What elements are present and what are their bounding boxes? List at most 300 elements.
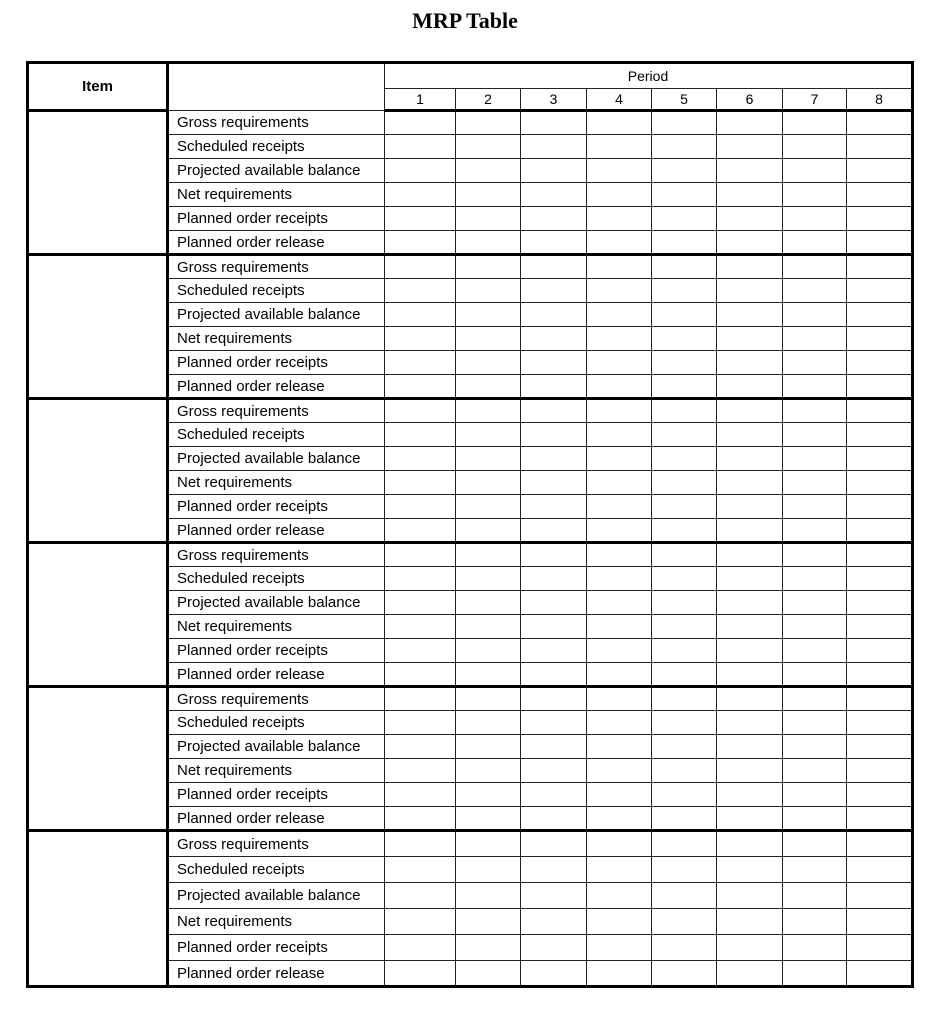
period-cell[interactable] bbox=[847, 935, 913, 961]
period-cell[interactable] bbox=[521, 783, 587, 807]
period-cell[interactable] bbox=[587, 759, 652, 783]
period-cell[interactable] bbox=[521, 183, 587, 207]
period-cell[interactable] bbox=[385, 495, 456, 519]
period-cell[interactable] bbox=[717, 327, 783, 351]
period-cell[interactable] bbox=[456, 399, 521, 423]
period-cell[interactable] bbox=[385, 423, 456, 447]
period-cell[interactable] bbox=[587, 591, 652, 615]
period-cell[interactable] bbox=[652, 303, 717, 327]
period-cell[interactable] bbox=[587, 735, 652, 759]
period-cell[interactable] bbox=[587, 495, 652, 519]
period-cell[interactable] bbox=[521, 255, 587, 279]
period-cell[interactable] bbox=[717, 567, 783, 591]
period-cell[interactable] bbox=[456, 883, 521, 909]
period-cell[interactable] bbox=[652, 519, 717, 543]
period-cell[interactable] bbox=[717, 399, 783, 423]
period-cell[interactable] bbox=[652, 759, 717, 783]
period-cell[interactable] bbox=[783, 423, 847, 447]
period-cell[interactable] bbox=[783, 111, 847, 135]
period-cell[interactable] bbox=[385, 207, 456, 231]
period-cell[interactable] bbox=[456, 135, 521, 159]
period-cell[interactable] bbox=[521, 447, 587, 471]
period-cell[interactable] bbox=[587, 399, 652, 423]
period-cell[interactable] bbox=[783, 471, 847, 495]
period-cell[interactable] bbox=[521, 567, 587, 591]
period-cell[interactable] bbox=[783, 711, 847, 735]
period-cell[interactable] bbox=[717, 447, 783, 471]
period-cell[interactable] bbox=[783, 735, 847, 759]
period-cell[interactable] bbox=[717, 231, 783, 255]
period-cell[interactable] bbox=[456, 567, 521, 591]
period-cell[interactable] bbox=[456, 471, 521, 495]
period-cell[interactable] bbox=[847, 519, 913, 543]
period-cell[interactable] bbox=[587, 883, 652, 909]
period-cell[interactable] bbox=[385, 783, 456, 807]
period-cell[interactable] bbox=[717, 759, 783, 783]
period-cell[interactable] bbox=[521, 519, 587, 543]
period-cell[interactable] bbox=[652, 423, 717, 447]
period-cell[interactable] bbox=[717, 615, 783, 639]
period-cell[interactable] bbox=[385, 567, 456, 591]
period-cell[interactable] bbox=[652, 375, 717, 399]
period-cell[interactable] bbox=[652, 207, 717, 231]
period-cell[interactable] bbox=[456, 207, 521, 231]
period-cell[interactable] bbox=[587, 447, 652, 471]
period-cell[interactable] bbox=[652, 159, 717, 183]
period-cell[interactable] bbox=[652, 857, 717, 883]
period-cell[interactable] bbox=[521, 351, 587, 375]
period-cell[interactable] bbox=[385, 909, 456, 935]
period-cell[interactable] bbox=[521, 231, 587, 255]
period-cell[interactable] bbox=[521, 327, 587, 351]
period-cell[interactable] bbox=[587, 159, 652, 183]
period-cell[interactable] bbox=[587, 961, 652, 987]
period-cell[interactable] bbox=[783, 135, 847, 159]
period-cell[interactable] bbox=[783, 207, 847, 231]
period-cell[interactable] bbox=[652, 255, 717, 279]
period-cell[interactable] bbox=[652, 935, 717, 961]
period-cell[interactable] bbox=[717, 543, 783, 567]
period-cell[interactable] bbox=[783, 935, 847, 961]
period-cell[interactable] bbox=[717, 471, 783, 495]
period-cell[interactable] bbox=[456, 447, 521, 471]
period-cell[interactable] bbox=[456, 909, 521, 935]
period-cell[interactable] bbox=[783, 255, 847, 279]
period-cell[interactable] bbox=[587, 207, 652, 231]
period-cell[interactable] bbox=[652, 567, 717, 591]
period-cell[interactable] bbox=[587, 135, 652, 159]
period-cell[interactable] bbox=[652, 735, 717, 759]
period-cell[interactable] bbox=[783, 639, 847, 663]
period-cell[interactable] bbox=[717, 663, 783, 687]
period-cell[interactable] bbox=[652, 471, 717, 495]
period-cell[interactable] bbox=[652, 351, 717, 375]
item-header: Item bbox=[28, 63, 168, 111]
period-cell[interactable] bbox=[783, 303, 847, 327]
period-cell[interactable] bbox=[847, 447, 913, 471]
item-cell[interactable] bbox=[28, 111, 168, 255]
period-cell[interactable] bbox=[652, 783, 717, 807]
period-cell[interactable] bbox=[652, 447, 717, 471]
period-cell[interactable] bbox=[521, 471, 587, 495]
period-cell[interactable] bbox=[783, 783, 847, 807]
period-cell[interactable] bbox=[652, 615, 717, 639]
period-cell[interactable] bbox=[847, 351, 913, 375]
period-cell[interactable] bbox=[456, 687, 521, 711]
period-cell[interactable] bbox=[847, 303, 913, 327]
period-cell[interactable] bbox=[521, 857, 587, 883]
period-cell[interactable] bbox=[521, 735, 587, 759]
period-cell[interactable] bbox=[456, 639, 521, 663]
period-cell[interactable] bbox=[847, 857, 913, 883]
period-cell[interactable] bbox=[587, 831, 652, 857]
period-cell[interactable] bbox=[521, 961, 587, 987]
row-label: Scheduled receipts bbox=[168, 567, 385, 591]
period-cell[interactable] bbox=[783, 591, 847, 615]
period-cell[interactable] bbox=[385, 935, 456, 961]
period-cell[interactable] bbox=[385, 591, 456, 615]
period-cell[interactable] bbox=[783, 351, 847, 375]
period-cell[interactable] bbox=[521, 639, 587, 663]
period-cell[interactable] bbox=[587, 857, 652, 883]
period-cell[interactable] bbox=[847, 909, 913, 935]
period-cell[interactable] bbox=[521, 687, 587, 711]
period-cell[interactable] bbox=[717, 111, 783, 135]
period-cell[interactable] bbox=[717, 961, 783, 987]
period-cell[interactable] bbox=[847, 135, 913, 159]
period-cell[interactable] bbox=[783, 375, 847, 399]
period-cell[interactable] bbox=[521, 663, 587, 687]
period-cell[interactable] bbox=[587, 909, 652, 935]
period-cell[interactable] bbox=[847, 759, 913, 783]
period-cell[interactable] bbox=[521, 423, 587, 447]
period-cell[interactable] bbox=[717, 495, 783, 519]
period-cell[interactable] bbox=[783, 807, 847, 831]
period-cell[interactable] bbox=[847, 111, 913, 135]
period-cell[interactable] bbox=[456, 231, 521, 255]
period-cell[interactable] bbox=[652, 883, 717, 909]
period-cell[interactable] bbox=[717, 831, 783, 857]
period-cell[interactable] bbox=[783, 857, 847, 883]
period-cell[interactable] bbox=[783, 495, 847, 519]
item-cell[interactable] bbox=[28, 399, 168, 543]
period-cell[interactable] bbox=[456, 759, 521, 783]
period-cell[interactable] bbox=[385, 327, 456, 351]
period-cell[interactable] bbox=[783, 399, 847, 423]
period-cell[interactable] bbox=[587, 231, 652, 255]
period-cell[interactable] bbox=[783, 909, 847, 935]
period-cell[interactable] bbox=[847, 639, 913, 663]
period-cell[interactable] bbox=[847, 543, 913, 567]
period-cell[interactable] bbox=[385, 375, 456, 399]
period-cell[interactable] bbox=[717, 135, 783, 159]
item-cell[interactable] bbox=[28, 543, 168, 687]
period-cell[interactable] bbox=[587, 303, 652, 327]
period-cell[interactable] bbox=[652, 183, 717, 207]
period-cell[interactable] bbox=[385, 183, 456, 207]
period-cell[interactable] bbox=[521, 279, 587, 303]
period-cell[interactable] bbox=[521, 207, 587, 231]
period-cell[interactable] bbox=[456, 159, 521, 183]
period-cell[interactable] bbox=[717, 279, 783, 303]
period-cell[interactable] bbox=[783, 687, 847, 711]
period-cell[interactable] bbox=[385, 543, 456, 567]
period-number: 3 bbox=[521, 89, 587, 111]
period-cell[interactable] bbox=[456, 831, 521, 857]
period-cell[interactable] bbox=[783, 961, 847, 987]
period-cell[interactable] bbox=[847, 471, 913, 495]
period-cell[interactable] bbox=[717, 159, 783, 183]
period-cell[interactable] bbox=[385, 303, 456, 327]
period-cell[interactable] bbox=[783, 883, 847, 909]
period-cell[interactable] bbox=[385, 351, 456, 375]
period-cell[interactable] bbox=[385, 111, 456, 135]
period-cell[interactable] bbox=[587, 351, 652, 375]
item-cell[interactable] bbox=[28, 831, 168, 987]
period-cell[interactable] bbox=[385, 135, 456, 159]
period-cell[interactable] bbox=[587, 663, 652, 687]
period-cell[interactable] bbox=[385, 399, 456, 423]
period-cell[interactable] bbox=[783, 519, 847, 543]
period-cell[interactable] bbox=[652, 663, 717, 687]
period-cell[interactable] bbox=[717, 423, 783, 447]
period-cell[interactable] bbox=[521, 615, 587, 639]
period-cell[interactable] bbox=[521, 883, 587, 909]
period-cell[interactable] bbox=[521, 303, 587, 327]
period-cell[interactable] bbox=[385, 639, 456, 663]
period-cell[interactable] bbox=[717, 591, 783, 615]
period-cell[interactable] bbox=[521, 543, 587, 567]
period-cell[interactable] bbox=[717, 909, 783, 935]
period-cell[interactable] bbox=[587, 183, 652, 207]
period-cell[interactable] bbox=[847, 783, 913, 807]
period-cell[interactable] bbox=[652, 687, 717, 711]
period-cell[interactable] bbox=[717, 183, 783, 207]
period-cell[interactable] bbox=[456, 111, 521, 135]
period-cell[interactable] bbox=[652, 909, 717, 935]
period-cell[interactable] bbox=[717, 935, 783, 961]
period-cell[interactable] bbox=[652, 327, 717, 351]
period-cell[interactable] bbox=[783, 279, 847, 303]
table-row bbox=[28, 399, 913, 423]
item-cell[interactable] bbox=[28, 687, 168, 831]
period-cell[interactable] bbox=[652, 111, 717, 135]
period-cell[interactable] bbox=[521, 831, 587, 857]
period-cell[interactable] bbox=[717, 883, 783, 909]
period-cell[interactable] bbox=[847, 615, 913, 639]
period-cell[interactable] bbox=[587, 327, 652, 351]
period-cell[interactable] bbox=[456, 935, 521, 961]
period-cell[interactable] bbox=[847, 591, 913, 615]
period-cell[interactable] bbox=[783, 759, 847, 783]
period-cell[interactable] bbox=[385, 759, 456, 783]
period-cell[interactable] bbox=[847, 807, 913, 831]
period-cell[interactable] bbox=[456, 375, 521, 399]
period-cell[interactable] bbox=[385, 615, 456, 639]
period-cell[interactable] bbox=[652, 831, 717, 857]
period-cell[interactable] bbox=[456, 327, 521, 351]
period-cell[interactable] bbox=[717, 375, 783, 399]
period-cell[interactable] bbox=[521, 711, 587, 735]
period-cell[interactable] bbox=[783, 663, 847, 687]
period-cell[interactable] bbox=[456, 591, 521, 615]
period-cell[interactable] bbox=[652, 711, 717, 735]
period-cell[interactable] bbox=[587, 519, 652, 543]
period-cell[interactable] bbox=[847, 711, 913, 735]
period-cell[interactable] bbox=[456, 857, 521, 883]
period-cell[interactable] bbox=[847, 375, 913, 399]
period-cell[interactable] bbox=[385, 711, 456, 735]
period-cell[interactable] bbox=[847, 423, 913, 447]
period-cell[interactable] bbox=[385, 519, 456, 543]
period-cell[interactable] bbox=[847, 567, 913, 591]
period-cell[interactable] bbox=[847, 327, 913, 351]
period-cell[interactable] bbox=[456, 519, 521, 543]
period-cell[interactable] bbox=[456, 423, 521, 447]
period-cell[interactable] bbox=[652, 399, 717, 423]
period-cell[interactable] bbox=[456, 279, 521, 303]
period-cell[interactable] bbox=[652, 135, 717, 159]
period-cell[interactable] bbox=[783, 831, 847, 857]
period-cell[interactable] bbox=[521, 759, 587, 783]
period-cell[interactable] bbox=[456, 711, 521, 735]
period-cell[interactable] bbox=[521, 495, 587, 519]
period-cell[interactable] bbox=[521, 375, 587, 399]
period-cell[interactable] bbox=[652, 807, 717, 831]
period-cell[interactable] bbox=[717, 303, 783, 327]
period-cell[interactable] bbox=[587, 783, 652, 807]
period-cell[interactable] bbox=[652, 231, 717, 255]
period-cell[interactable] bbox=[456, 961, 521, 987]
period-cell[interactable] bbox=[847, 883, 913, 909]
period-cell[interactable] bbox=[587, 687, 652, 711]
period-cell[interactable] bbox=[385, 471, 456, 495]
period-cell[interactable] bbox=[456, 663, 521, 687]
period-cell[interactable] bbox=[847, 255, 913, 279]
period-cell[interactable] bbox=[456, 303, 521, 327]
period-cell[interactable] bbox=[521, 111, 587, 135]
period-cell[interactable] bbox=[717, 255, 783, 279]
period-cell[interactable] bbox=[783, 231, 847, 255]
period-cell[interactable] bbox=[456, 495, 521, 519]
period-cell[interactable] bbox=[847, 735, 913, 759]
period-cell[interactable] bbox=[385, 735, 456, 759]
period-cell[interactable] bbox=[717, 783, 783, 807]
period-cell[interactable] bbox=[847, 183, 913, 207]
period-cell[interactable] bbox=[521, 909, 587, 935]
period-cell[interactable] bbox=[385, 279, 456, 303]
period-cell[interactable] bbox=[385, 663, 456, 687]
period-cell[interactable] bbox=[783, 615, 847, 639]
period-cell[interactable] bbox=[456, 183, 521, 207]
period-cell[interactable] bbox=[652, 279, 717, 303]
period-cell[interactable] bbox=[587, 807, 652, 831]
period-cell[interactable] bbox=[847, 159, 913, 183]
period-cell[interactable] bbox=[456, 807, 521, 831]
period-cell[interactable] bbox=[456, 735, 521, 759]
period-cell[interactable] bbox=[385, 447, 456, 471]
period-cell[interactable] bbox=[847, 207, 913, 231]
period-cell[interactable] bbox=[847, 279, 913, 303]
period-cell[interactable] bbox=[385, 159, 456, 183]
period-cell[interactable] bbox=[652, 495, 717, 519]
period-cell[interactable] bbox=[783, 327, 847, 351]
period-cell[interactable] bbox=[587, 567, 652, 591]
period-cell[interactable] bbox=[456, 255, 521, 279]
period-cell[interactable] bbox=[783, 543, 847, 567]
period-cell[interactable] bbox=[385, 857, 456, 883]
period-cell[interactable] bbox=[456, 351, 521, 375]
period-cell[interactable] bbox=[847, 663, 913, 687]
period-cell[interactable] bbox=[385, 961, 456, 987]
period-cell[interactable] bbox=[587, 935, 652, 961]
period-cell[interactable] bbox=[652, 639, 717, 663]
period-cell[interactable] bbox=[521, 399, 587, 423]
mrp-body bbox=[28, 111, 913, 987]
period-cell[interactable] bbox=[847, 495, 913, 519]
period-cell[interactable] bbox=[385, 687, 456, 711]
period-cell[interactable] bbox=[717, 519, 783, 543]
period-cell[interactable] bbox=[587, 279, 652, 303]
period-cell[interactable] bbox=[521, 135, 587, 159]
period-cell[interactable] bbox=[652, 591, 717, 615]
row-label: Planned order receipts bbox=[168, 351, 385, 375]
period-cell[interactable] bbox=[385, 883, 456, 909]
period-cell[interactable] bbox=[385, 831, 456, 857]
period-cell[interactable] bbox=[587, 111, 652, 135]
period-cell[interactable] bbox=[717, 857, 783, 883]
period-cell[interactable] bbox=[456, 543, 521, 567]
period-cell[interactable] bbox=[385, 231, 456, 255]
period-cell[interactable] bbox=[587, 543, 652, 567]
period-cell[interactable] bbox=[652, 543, 717, 567]
period-cell[interactable] bbox=[783, 159, 847, 183]
period-cell[interactable] bbox=[385, 807, 456, 831]
period-cell[interactable] bbox=[783, 183, 847, 207]
period-cell[interactable] bbox=[717, 207, 783, 231]
period-cell[interactable] bbox=[521, 935, 587, 961]
period-cell[interactable] bbox=[717, 711, 783, 735]
period-cell[interactable] bbox=[847, 231, 913, 255]
period-cell[interactable] bbox=[385, 255, 456, 279]
period-cell[interactable] bbox=[783, 567, 847, 591]
period-cell[interactable] bbox=[717, 807, 783, 831]
period-cell[interactable] bbox=[456, 783, 521, 807]
period-cell[interactable] bbox=[717, 735, 783, 759]
period-cell[interactable] bbox=[587, 639, 652, 663]
period-cell[interactable] bbox=[456, 615, 521, 639]
item-cell[interactable] bbox=[28, 255, 168, 399]
period-cell[interactable] bbox=[587, 423, 652, 447]
period-cell[interactable] bbox=[717, 639, 783, 663]
period-cell[interactable] bbox=[587, 375, 652, 399]
period-cell[interactable] bbox=[521, 159, 587, 183]
period-cell[interactable] bbox=[847, 687, 913, 711]
period-cell[interactable] bbox=[587, 471, 652, 495]
period-cell[interactable] bbox=[717, 687, 783, 711]
period-cell[interactable] bbox=[847, 961, 913, 987]
period-cell[interactable] bbox=[587, 711, 652, 735]
period-cell[interactable] bbox=[847, 399, 913, 423]
period-cell[interactable] bbox=[783, 447, 847, 471]
period-cell[interactable] bbox=[652, 961, 717, 987]
period-cell[interactable] bbox=[847, 831, 913, 857]
period-cell[interactable] bbox=[521, 807, 587, 831]
period-cell[interactable] bbox=[717, 351, 783, 375]
period-cell[interactable] bbox=[587, 615, 652, 639]
period-cell[interactable] bbox=[587, 255, 652, 279]
period-cell[interactable] bbox=[521, 591, 587, 615]
